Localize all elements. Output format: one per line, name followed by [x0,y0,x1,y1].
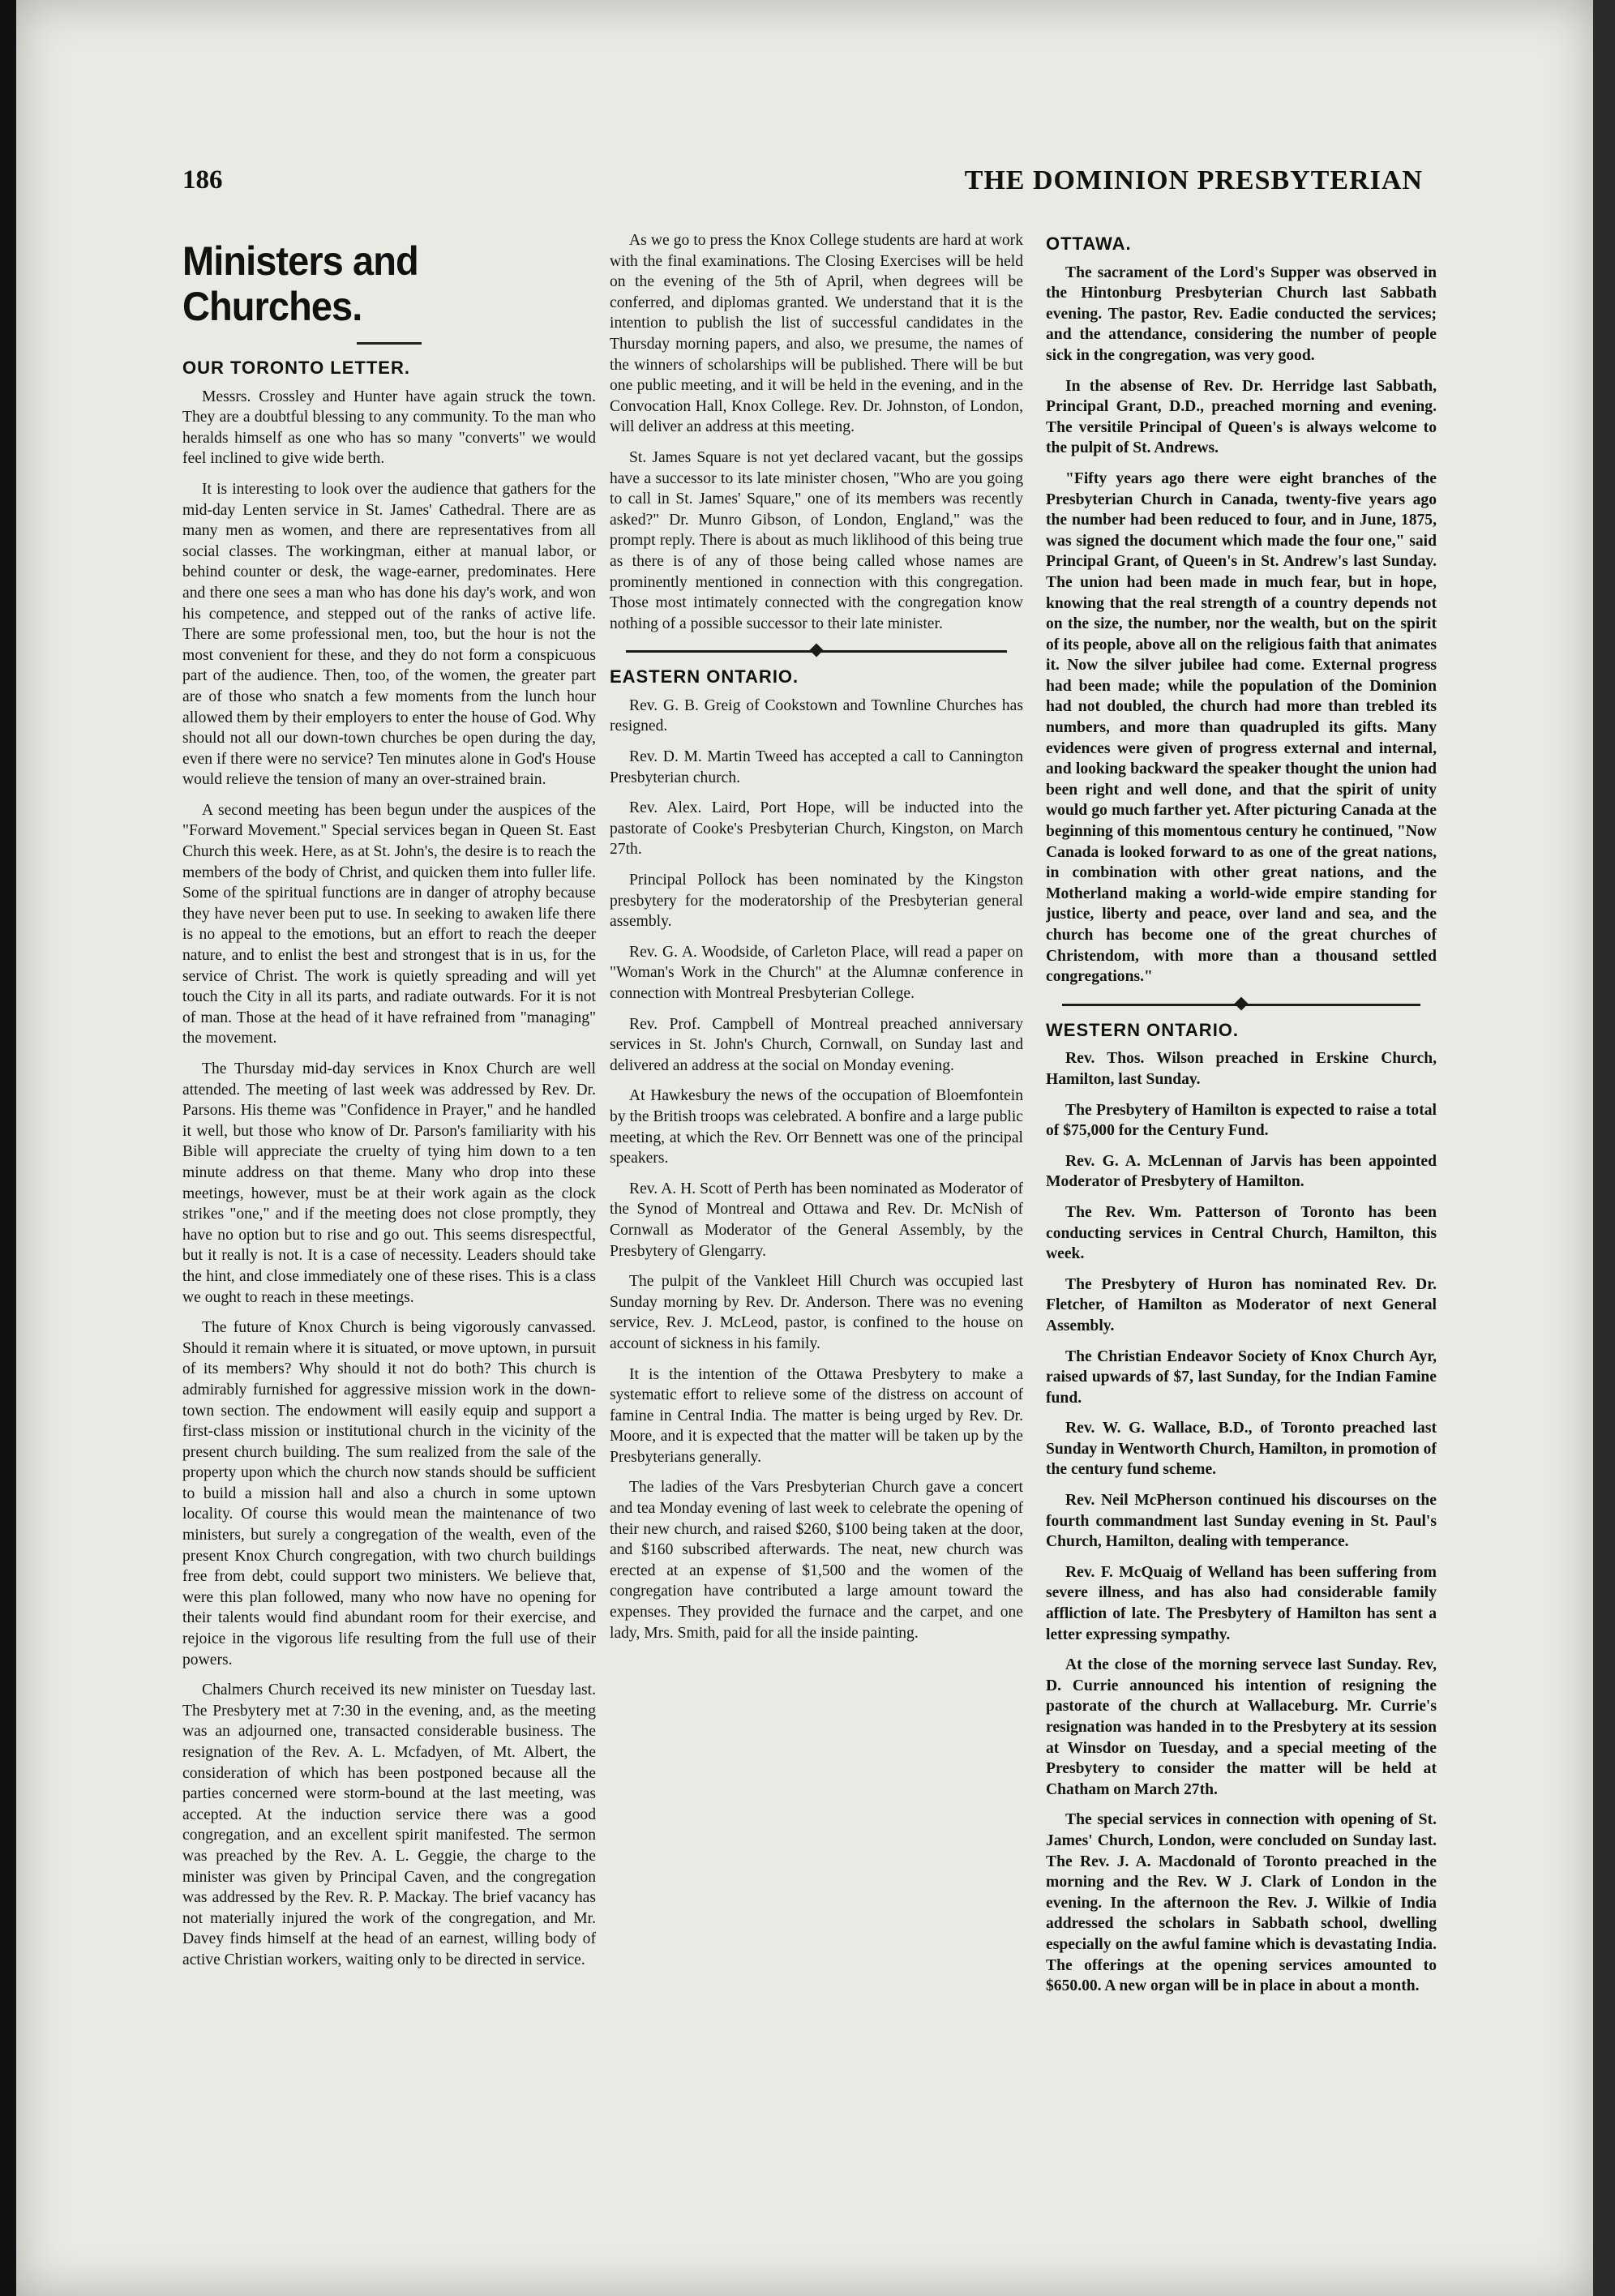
paragraph: In the absense of Rev. Dr. Herridge last Sabbath, Principal Grant, D.D., preached morning and evening. The versitile Principal of Queen's is always welcome to the pulpit of St. Andrews. [1046,377,1437,457]
paragraph: Rev. W. G. Wallace, B.D., of Toronto preached last Sunday in Wentworth Church, Hamilton, in promotion of the century fund scheme. [1046,1420,1437,1479]
paragraph: Rev. D. M. Martin Tweed has accepted a call to Cannington Presbyterian church. [610,748,1023,786]
paragraph: It is the intention of the Ottawa Presbytery to make a systematic effort to relieve some of the distress on account of famine in Central India. The matter is being urged by Rev. Dr. Moore, and it is expected that the matter will be taken up by the Presbyterians generally. [610,1365,1023,1466]
paragraph: The Rev. Wm. Patterson of Toronto has been conducting services in Central Church, Hamilton, this week. [1046,1203,1437,1263]
paragraph: Rev. A. H. Scott of Perth has been nominated as Moderator of the Synod of Montreal and Ottawa and Rev. Dr. McNish of Cornwall as Moderator of the General Assembly, by the Presbytery of Glengarry. [610,1180,1023,1260]
paragraph: Rev. Alex. Laird, Port Hope, will be inducted into the pastorate of Cooke's Presbyterian Church, Kingston, on March 27th. [610,799,1023,859]
paragraph: The special services in connection with opening of St. James' Church, London, were concluded on Sunday last. The Rev. J. A. Macdonald of Toronto preached in the morning and the Rev. W J. Clark of London in the evening. In the afternoon the Rev. J. Wilkie of India addressed the scholars in Sabbath school, dwelling especially on the awful famine which is devastating India. The offerings at the opening services amounted to $650.00. A new organ will be in place in about a month. [1046,1811,1437,1995]
page-number: 186 [182,165,223,195]
title-rule [357,342,422,345]
paragraph: The pulpit of the Vankleet Hill Church was occupied last Sunday morning by Rev. Dr. Anderson. There was no evening service, Rev. J. McLeod, pastor, is confined to the house on account of sickness in his family. [610,1273,1023,1352]
paragraph: Rev. G. A. McLennan of Jarvis has been appointed Moderator of Presbytery of Hamilton. [1046,1152,1437,1191]
column-3 [1046,230,1437,2192]
paragraph: Rev. Thos. Wilson preached in Erskine Church, Hamilton, last Sunday. [1046,1050,1437,1088]
paragraph: A second meeting has been begun under the auspices of the "Forward Movement." Special services began in Queen St. East Church this week. Here, as at St. John's, the desire is to reach the members of the body of Christ, and quicken them into fuller life. Some of the spiritual functions are in danger of atrophy because they have never been put to use. In seeking to awaken life there is no appeal to the emotions, but an effort to reach the deeper nature, and to enlist the best and strongest that is in us, for the service of Christ. The work is quietly spreading and will yet touch the City in all its parts, and radiate outwards. For it is not of man. Those at the head of it have refrained from "managing" the movement. [182,801,596,1047]
paragraph: Chalmers Church received its new minister on Tuesday last. The Presbytery met at 7:30 in the evening, and, as the meeting was an adjourned one, transacted considerable business. The resignation of the Rev. A. L. Mcfadyen, of Mt. Albert, the consideration of which has been postponed because all the parties concerned were storm-bound at the last meeting, was accepted. At the induction service there was a good congregation, and an excellent spirit manifested. The sermon was preached by the Rev. A. L. Geggie, the charge to the minister was given by Principal Caven, and the congregation was addressed by the Rev. R. P. Mackay. The brief vacancy has not materially injured the work of the congregation, and Mr. Davey finds himself at the head of an earnest, willing body of active Christian workers, waiting only to be directed in service. [182,1681,596,1968]
paragraph: At the close of the morning servece last Sunday. Rev, D. Currie announced his intention of resigning the pastorate of the church at Wallaceburg. Mr. Currie's resignation was handed in to the Presbytery at its session at Winsdor on Tuesday, and a special meeting of the Presbytery to consider the matter will be held at Chatham on March 27th. [1046,1656,1437,1798]
paragraph: Messrs. Crossley and Hunter have again struck the town. They are a doubtful blessing to any community. To the man who heralds himself as one who has so many "converts" we would feel inclined to give wide berth. [182,388,596,468]
main-title: Ministers and Churches. [182,238,418,329]
section-divider [1062,997,1420,1012]
paragraph: It is interesting to look over the audience that gathers for the mid-day Lenten service in St. James' Cathedral. There are as many men as women, and there are representatives from all social classes. The workingman, either at manual labor, or behind counter or desk, the wage-earner, predominates. Here and there one sees a man who has done his day's work, and won his competence, and stepped out of the ranks of active life. There are some professional men, too, but the hour is not the most convenient for these, and they do not form a conspicuous part of the audience. Then, too, of the women, the greater part are of those who snatch a few moments from the lunch hour allowed them by their employers to enter the house of God. Why should not all our down-town churches be open during the day, even if there were no service? Ten minutes alone in God's House would relieve the tension of many an over-strained brain. [182,480,596,789]
section-heading-ottawa: OTTAWA. [1046,233,1132,254]
paragraph: The sacrament of the Lord's Supper was observed in the Hintonburg Presbyterian Church last Sabbath evening. The pastor, Rev. Eadie conducted the services; and the attendance, considering the number of people sick in the congregation, was very good. [1046,263,1437,364]
section-divider [626,644,1007,658]
paragraph: The future of Knox Church is being vigorously canvassed. Should it remain where it is situated, or move uptown, in pursuit of its members? Why should it not do both? This church is admirably furnished for aggressive mission work in the down-town section. The endowment will easily equip and support a first-class mission or institutional church in the vicinity of the present church building. The sum realized from the sale of the property upon which the church now stands should be sufficient to build a mission hall and also a church in some uptown locality. Of course this would mean the maintenance of two ministers, but surely a congregation of the wealth, even of the present Knox Church congregation, with two church buildings free from debt, could support two ministers. We believe that, were this plan followed, many who now have no opening for their talents would find abundant room for their exercise, and rejoice in the vigorous life resulting from the full use of their powers. [182,1319,596,1668]
paragraph: The Christian Endeavor Society of Knox Church Ayr, raised upwards of $7, last Sunday, for the Indian Famine fund. [1046,1347,1437,1407]
paragraph: Rev. Prof. Campbell of Montreal preached anniversary services in St. John's Church, Cornwall, on Sunday last and delivered an address at the social on Monday evening. [610,1015,1023,1074]
paragraph: Rev. G. B. Greig of Cookstown and Townline Churches has resigned. [610,696,1023,735]
section-heading-eastern: EASTERN ONTARIO. [610,666,799,688]
paragraph: The Thursday mid-day services in Knox Church are well attended. The meeting of last week was addressed by Rev. Dr. Parsons. His theme was "Confidence in Prayer," and he handled it well, but those who know of Dr. Parson's familiarity with his Bible will appreciate the cruelty of tying him down to a ten minute address on that theme. Many who drop into these meetings, however, must be at their work again as the clock strikes "one," and if the meeting does not close promptly, they have no option but to rise and go out. This seems disrespectful, but it really is not. It is a case of necessity. Leaders should take the hint, and close immediately one of these rises. This is a class we ought to reach in these meetings. [182,1060,596,1306]
paragraph: Principal Pollock has been nominated by the Kingston presbytery for the moderatorship of the Presbyterian general assembly. [610,872,1023,931]
section-heading-toronto: OUR TORONTO LETTER. [182,358,410,378]
paragraph: "Fifty years ago there were eight branches of the Presbyterian Church in Canada, twenty-five years ago the number had been reduced to four, and in June, 1875, was signed the document which made the four one," said Principal Grant, of Queen's in St. Andrew's last Sunday. The union had been made in much fear, but in hope, knowing that the real strength of a country depends not on the size, the number, nor the wealth, but on the spirit of its people, above all on the religious faith that animates it. Now the silver jubilee had come. External progress had been made; while the population of the Dominion had not doubled, the church had more than trebled its numbers, and more than quadrupled its gifts. Many evidences were given of progress external and internal, and looking backward the speaker thought the union had been right and well done, and that the spirit of unity would go much farther yet. After picturing Canada at the beginning of this momentous century he continued, "Now Canada is looked forward to as one of the great nations, in combination with other great nations, and the Motherland making a world-wide empire standing for justice, liberty and peace, over land and sea, and the church has become one of the great churches of Christendom, with more than a thousand settled congregations." [1046,469,1437,986]
page-header [182,165,1423,203]
paragraph: Rev. G. A. Woodside, of Carleton Place, will read a paper on "Woman's Work in the Church" at the Alumnæ conference in connection with Montreal Presbyterian College. [610,943,1023,1002]
paragraph: At Hawkesbury the news of the occupation of Bloemfontein by the British troops was celebrated. A bonfire and a large public meeting, at which the Rev. Orr Bennett was one of the principal speakers. [610,1087,1023,1167]
paragraph: The ladies of the Vars Presbyterian Church gave a concert and tea Monday evening of last week to celebrate the opening of their new church, and raised $260, $100 being taken at the door, and $160 subscribed afterwards. The neat, new church was erected at an expense of $1,500 and the women of the congregation have contributed a large amount toward the expenses. They provided the furnace and the carpet, and one lady, Mrs. Smith, paid for all the inside painting. [610,1479,1023,1642]
paragraph: The Presbytery of Huron has nominated Rev. Dr. Fletcher, of Hamilton as Moderator of next General Assembly. [1046,1275,1437,1334]
paragraph: Rev. Neil McPherson continued his discourses on the fourth commandment last Sunday evening in St. Paul's Church, Hamilton, dealing with temperance. [1046,1492,1437,1551]
paragraph: The Presbytery of Hamilton is expected to raise a total of $75,000 for the Century Fund. [1046,1101,1437,1140]
paragraph: Rev. F. McQuaig of Welland has been suffering from severe illness, and has also had considerable family affliction of late. The Presbytery of Hamilton has sent a letter expressing sympathy. [1046,1563,1437,1643]
column-2 [610,230,1023,2192]
paragraph: As we go to press the Knox College students are hard at work with the final examinations. The Closing Exercises will be held on the evening of the 5th of April, when degrees will be conferred, and diplomas granted. We understand that it is the intention to publish the list of successful candidates in the Thursday morning papers, and also, we presume, the names of the winners of scholarships will be published. There will be but one public meeting, and it will be held in the evening, and in the Convocation Hall, Knox College. Rev. Dr. Johnston, of London, will deliver an address at this meeting. [610,232,1023,436]
running-head: THE DOMINION PRESBYTERIAN [964,165,1423,195]
column-1 [182,230,596,2192]
paragraph: St. James Square is not yet declared vacant, but the gossips have a successor to its late minister chosen, "Who are you going to call in St. James' Square," one of its members was recently asked?" Dr. Munro Gibson, of London, England," was the prompt reply. There is about as much liklihood of this being true as there is of any of those being called whose names are prominently mentioned in connection with this congregation. Those most intimately connected with the congregation know nothing of a possible successor to their late minister. [610,448,1023,632]
scan-edge [0,0,16,2296]
section-heading-western: WESTERN ONTARIO. [1046,1019,1240,1040]
